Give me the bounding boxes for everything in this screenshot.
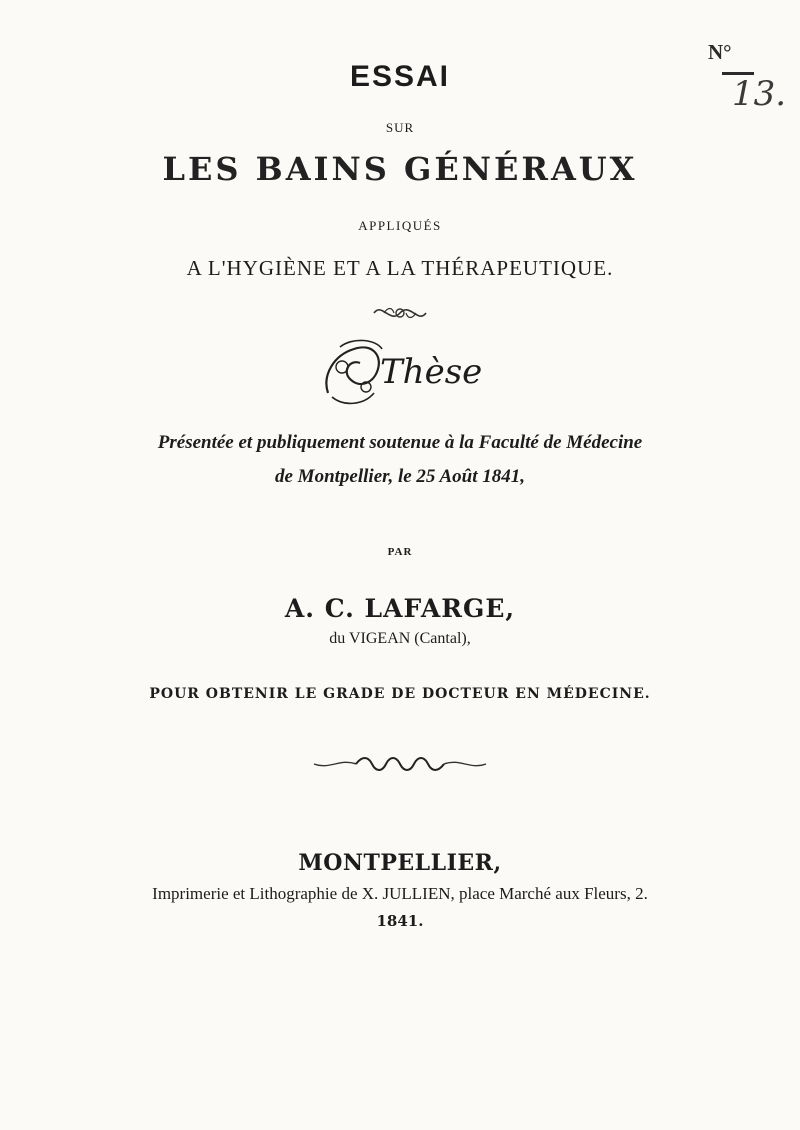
ornament-flourish [370,298,430,328]
essai-heading: ESSAI [349,60,451,93]
folio-number: 13. [732,74,787,114]
imprint-year: 1841. [376,912,424,930]
subject-title: LES BAINS GÉNÉRAUX [162,150,638,188]
presentation-line-1: Présentée et publiquement soutenue à la Faculté de Médecine [157,432,643,453]
author-name: A. C. LAFARGE, [284,594,516,623]
author-origin: du VIGEAN (Cantal), [329,630,471,647]
degree-statement: POUR OBTENIR LE GRADE DE DOCTEUR EN MÉDECINE. [149,686,651,702]
sur-label: SUR [385,120,415,135]
presentation-line-2: de Montpellier, le 25 Août 1841, [275,466,525,487]
ornament-divider [310,752,490,774]
shelfmark: N° [708,40,732,64]
imprint-city: MONTPELLIER, [298,850,502,876]
appliques-label: APPLIQUÉS [358,218,442,233]
hygiene-subtitle: A L'HYGIÈNE ET A LA THÉRAPEUTIQUE. [186,256,614,280]
par-label: PAR [387,546,413,558]
imprint-printer: Imprimerie et Lithographie de X. JULLIEN, place Marché aux Fleurs, 2. [152,884,648,903]
these-label: Thèse [380,352,483,392]
